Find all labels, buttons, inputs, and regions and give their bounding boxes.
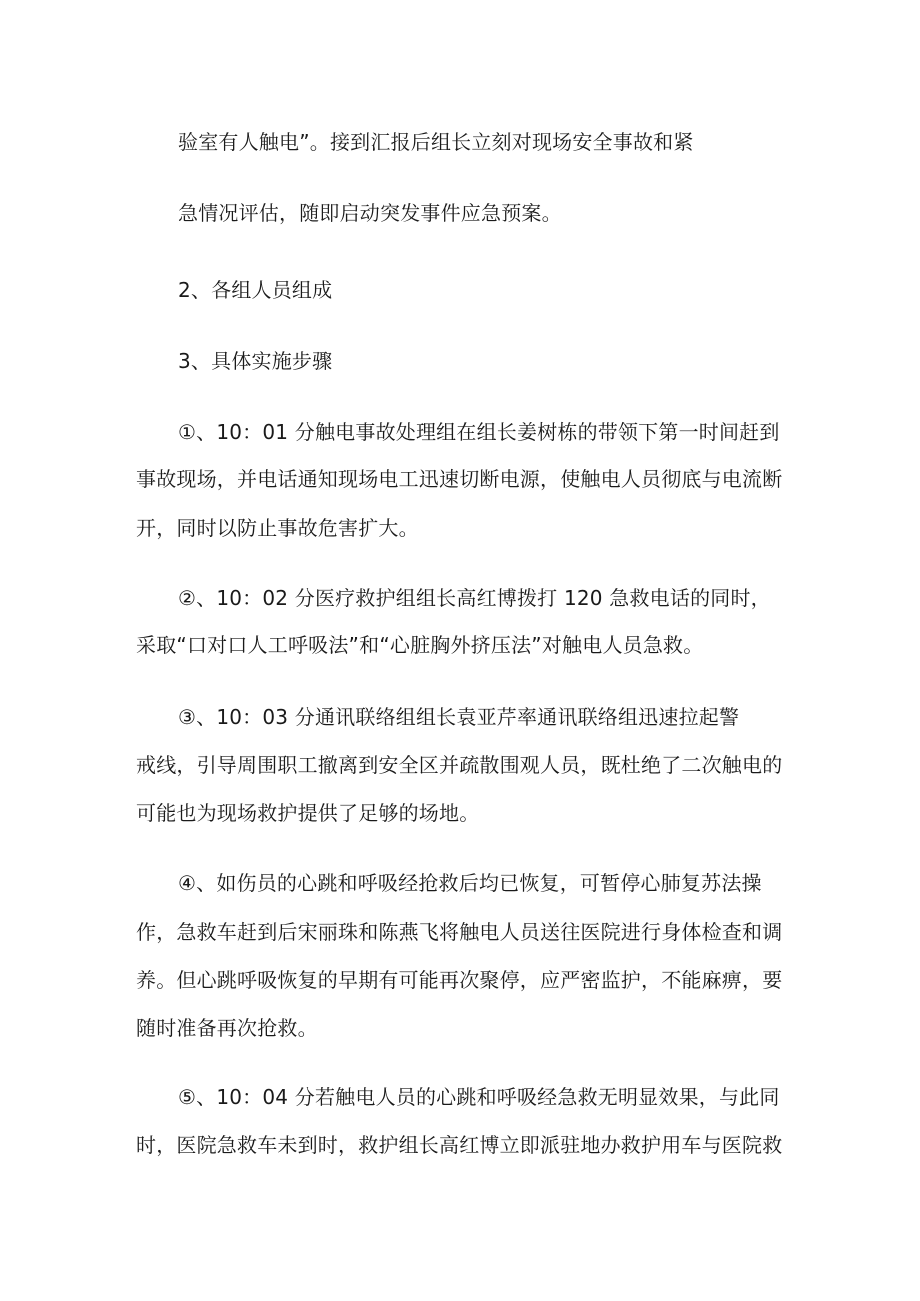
text-line: 作，急救车赶到后宋丽珠和陈燕飞将触电人员送往医院进行身体检查和调 bbox=[136, 920, 783, 944]
text-line: ④、如伤员的心跳和呼吸经抢救后均已恢复，可暂停心肺复苏法操 bbox=[178, 871, 762, 895]
text-line: ②、10：02 分医疗救护组组长高红博拨打 120 急救电话的同时， bbox=[178, 586, 771, 610]
text-line: 戒线，引导周围职工撤离到安全区并疏散围观人员，既杜绝了二次触电的 bbox=[136, 753, 783, 777]
text-line: 养。但心跳呼吸恢复的早期有可能再次聚停，应严密监护，不能麻痹，要 bbox=[136, 968, 783, 992]
text-line: 开，同时以防止事故危害扩大。 bbox=[136, 516, 419, 540]
text-line: ⑤、10：04 分若触电人员的心跳和呼吸经急救无明显效果，与此同 bbox=[178, 1085, 780, 1109]
text-line: 事故现场，并电话通知现场电工迅速切断电源，使触电人员彻底与电流断 bbox=[136, 467, 783, 491]
section-heading: 2、各组人员组成 bbox=[178, 278, 333, 302]
text-line: 急情况评估，随即启动突发事件应急预案。 bbox=[178, 201, 562, 225]
text-line: 时，医院急救车未到时，救护组长高红博立即派驻地办救护用车与医院救 bbox=[136, 1133, 783, 1157]
text-line: 采取“口对口人工呼吸法”和“心脏胸外挤压法”对触电人员急救。 bbox=[136, 633, 704, 657]
text-line: ③、10：03 分通讯联络组组长袁亚芹率通讯联络组迅速拉起警 bbox=[178, 705, 740, 729]
text-line: 验室有人触电”。接到汇报后组长立刻对现场安全事故和紧 bbox=[178, 130, 694, 154]
text-line: ①、10：01 分触电事故处理组在组长姜树栋的带领下第一时间赶到 bbox=[178, 420, 780, 444]
section-heading: 3、具体实施步骤 bbox=[178, 349, 333, 373]
text-line: 随时准备再次抢救。 bbox=[136, 1016, 318, 1040]
text-line: 可能也为现场救护提供了足够的场地。 bbox=[136, 801, 480, 825]
